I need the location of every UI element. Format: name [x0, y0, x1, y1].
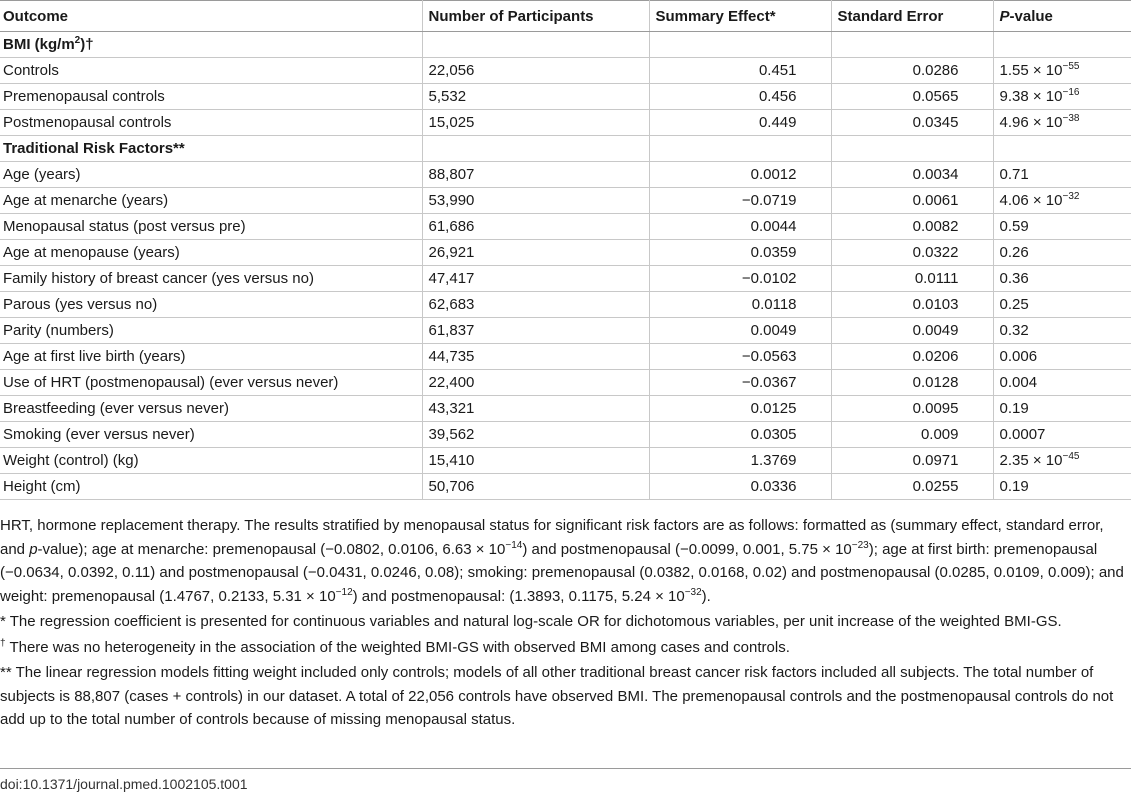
summary-effect-cell: 1.3769	[649, 448, 831, 474]
header-p-italic: P	[999, 7, 1010, 25]
footnote-text: ).	[701, 587, 711, 605]
p-value-exponent: −45	[1062, 451, 1080, 462]
empty-cell	[993, 136, 1131, 162]
p-value-cell	[993, 396, 1131, 422]
standard-error-cell: 0.0111	[831, 266, 993, 292]
outcome-cell: Weight (control) (kg)	[0, 448, 422, 474]
footnote-text: ) and postmenopausal: (1.3893, 0.1175, 5.24 × 10	[352, 587, 685, 605]
p-value-cell	[993, 162, 1131, 188]
p-value-base: 0.71	[999, 166, 1029, 183]
section-row	[0, 136, 1131, 162]
outcome-cell: Parity (numbers)	[0, 318, 422, 344]
table-footnotes	[0, 514, 1128, 732]
footnote-text: -value); age at menarche: premenopausal (−0.0802, 0.0106, 6.63 × 10	[37, 540, 506, 558]
standard-error-cell: 0.0049	[831, 318, 993, 344]
outcome-cell: Height (cm)	[0, 474, 422, 500]
footnote-exponent: −12	[335, 586, 353, 598]
p-value-cell	[993, 474, 1131, 500]
p-value-cell	[993, 266, 1131, 292]
footnote-double-star: ** The linear regression models fitting weight included only controls; models of all other traditional breast cancer risk factors included all subjects. The total number of subjects is 88,807 (cases + controls) in our dataset. A total of 22,056 controls have observed BMI. The premenopausal controls and the postmenopausal controls do not add up to the total number of controls because of missing menopausal status.	[0, 664, 1114, 728]
p-value-cell	[993, 58, 1131, 84]
table-row	[0, 84, 1131, 110]
summary-effect-cell: 0.456	[649, 84, 831, 110]
outcome-cell: Age at first live birth (years)	[0, 344, 422, 370]
standard-error-cell: 0.0345	[831, 110, 993, 136]
p-value-base: 0.36	[999, 270, 1029, 287]
p-value-cell	[993, 344, 1131, 370]
outcome-cell: Premenopausal controls	[0, 84, 422, 110]
p-value-base: 4.96 × 10	[999, 114, 1063, 131]
p-value-base: 2.35 × 10	[999, 452, 1063, 469]
outcome-cell: Postmenopausal controls	[0, 110, 422, 136]
table-body	[0, 32, 1131, 500]
outcome-cell: Menopausal status (post versus pre)	[0, 214, 422, 240]
p-value-exponent: −38	[1062, 113, 1080, 124]
empty-cell	[831, 136, 993, 162]
p-value-base: 0.0007	[999, 426, 1046, 443]
footnote-dagger	[0, 636, 1128, 660]
section-label-sup: 2	[74, 35, 81, 46]
footnote-star: * The regression coefficient is presented for continuous variables and natural log-scale OR for dichotomous variables, per unit increase of the weighted BMI-GS.	[0, 613, 1062, 630]
p-value-base: 4.06 × 10	[999, 192, 1063, 209]
header-p-value	[993, 1, 1131, 32]
table-row	[0, 188, 1131, 214]
empty-cell	[831, 32, 993, 58]
outcome-cell: Family history of breast cancer (yes versus no)	[0, 266, 422, 292]
empty-cell	[649, 136, 831, 162]
section-label	[0, 32, 422, 58]
footnote-text: HRT, hormone replacement therapy. The results stratified by menopausal status for significant risk factors are as follows: formatted as (summary effect, standard error, and	[0, 517, 1104, 558]
header-p-rest: -value	[1009, 7, 1053, 25]
table-row	[0, 422, 1131, 448]
outcome-cell: Smoking (ever versus never)	[0, 422, 422, 448]
footnote-main	[0, 514, 1128, 608]
participants-cell: 53,990	[422, 188, 649, 214]
standard-error-cell: 0.0095	[831, 396, 993, 422]
participants-cell: 50,706	[422, 474, 649, 500]
participants-cell: 5,532	[422, 84, 649, 110]
participants-cell: 62,683	[422, 292, 649, 318]
p-value-cell	[993, 292, 1131, 318]
participants-cell: 43,321	[422, 396, 649, 422]
p-value-base: 0.006	[999, 348, 1038, 365]
footer-divider	[0, 768, 1131, 769]
participants-cell: 15,410	[422, 448, 649, 474]
dagger-mark: †	[0, 637, 6, 649]
footnote-dagger-text: There was no heterogeneity in the association of the weighted BMI-GS with observed BMI among cases and controls.	[5, 638, 790, 656]
footnote-italic: p	[29, 540, 38, 558]
summary-effect-cell: 0.449	[649, 110, 831, 136]
participants-cell: 47,417	[422, 266, 649, 292]
p-value-base: 9.38 × 10	[999, 88, 1063, 105]
p-value-cell	[993, 318, 1131, 344]
table-row	[0, 292, 1131, 318]
footnote-text: ); age at first birth: premenopausal (−0.0634, 0.0392, 0.11) and postmenopausal (−0.0431, 0.0246, 0.08); smoking: premenopausal (0.0382, 0.0168, 0.02) and postmenopausal (0.0285, 0.0109, 0.009); and weight: premenopausal (1.4767, 0.2133, 5.31 × 10	[0, 540, 1124, 605]
participants-cell: 22,056	[422, 58, 649, 84]
participants-cell: 61,837	[422, 318, 649, 344]
table-row	[0, 266, 1131, 292]
summary-effect-cell: −0.0367	[649, 370, 831, 396]
table-row	[0, 448, 1131, 474]
summary-effect-cell: −0.0563	[649, 344, 831, 370]
empty-cell	[422, 32, 649, 58]
p-value-base: 1.55 × 10	[999, 62, 1063, 79]
p-value-base: 0.19	[999, 400, 1029, 417]
outcome-cell: Age at menarche (years)	[0, 188, 422, 214]
p-value-cell	[993, 188, 1131, 214]
standard-error-cell: 0.0255	[831, 474, 993, 500]
p-value-cell	[993, 84, 1131, 110]
summary-effect-cell: 0.0049	[649, 318, 831, 344]
outcome-cell: Breastfeeding (ever versus never)	[0, 396, 422, 422]
standard-error-cell: 0.0128	[831, 370, 993, 396]
standard-error-cell: 0.0286	[831, 58, 993, 84]
footnote-text: ) and postmenopausal (−0.0099, 0.001, 5.75 × 10	[522, 540, 852, 558]
table-row	[0, 318, 1131, 344]
outcome-cell: Age at menopause (years)	[0, 240, 422, 266]
empty-cell	[649, 32, 831, 58]
table-header-row	[0, 1, 1131, 32]
summary-effect-cell: 0.0118	[649, 292, 831, 318]
standard-error-cell: 0.0082	[831, 214, 993, 240]
section-label-text: BMI (kg/m	[3, 36, 75, 53]
summary-effect-cell: 0.0012	[649, 162, 831, 188]
footnote-exponent: −14	[505, 539, 523, 551]
participants-cell: 61,686	[422, 214, 649, 240]
outcome-cell: Age (years)	[0, 162, 422, 188]
p-value-cell	[993, 448, 1131, 474]
table-row	[0, 344, 1131, 370]
p-value-base: 0.25	[999, 296, 1029, 313]
participants-cell: 15,025	[422, 110, 649, 136]
participants-cell: 39,562	[422, 422, 649, 448]
outcome-cell: Use of HRT (postmenopausal) (ever versus never)	[0, 370, 422, 396]
empty-cell	[993, 32, 1131, 58]
table-row	[0, 214, 1131, 240]
standard-error-cell: 0.0565	[831, 84, 993, 110]
summary-effect-cell: 0.0125	[649, 396, 831, 422]
summary-effect-cell: 0.0359	[649, 240, 831, 266]
header-summary-effect-mark: *	[769, 7, 776, 25]
summary-effect-cell: 0.0044	[649, 214, 831, 240]
p-value-cell	[993, 370, 1131, 396]
standard-error-cell: 0.009	[831, 422, 993, 448]
participants-cell: 26,921	[422, 240, 649, 266]
summary-effect-cell: 0.0336	[649, 474, 831, 500]
table-row	[0, 162, 1131, 188]
table-row	[0, 370, 1131, 396]
header-participants: Number of Participants	[422, 1, 649, 32]
summary-effect-cell: 0.0305	[649, 422, 831, 448]
standard-error-cell: 0.0206	[831, 344, 993, 370]
table-row	[0, 110, 1131, 136]
standard-error-cell: 0.0322	[831, 240, 993, 266]
summary-effect-cell: 0.451	[649, 58, 831, 84]
section-label: Traditional Risk Factors**	[0, 136, 422, 162]
p-value-exponent: −32	[1062, 191, 1080, 202]
header-summary-effect-label: Summary Effect	[655, 7, 770, 25]
table-row	[0, 58, 1131, 84]
header-outcome: Outcome	[0, 1, 422, 32]
p-value-cell	[993, 110, 1131, 136]
p-value-base: 0.32	[999, 322, 1029, 339]
empty-cell	[422, 136, 649, 162]
participants-cell: 88,807	[422, 162, 649, 188]
section-row	[0, 32, 1131, 58]
p-value-base: 0.26	[999, 244, 1029, 261]
standard-error-cell: 0.0103	[831, 292, 993, 318]
footnote-exponent: −23	[851, 539, 869, 551]
p-value-base: 0.59	[999, 218, 1029, 235]
outcome-cell: Controls	[0, 58, 422, 84]
doi-link[interactable]: doi:10.1371/journal.pmed.1002105.t001	[0, 776, 248, 792]
p-value-exponent: −55	[1062, 61, 1080, 72]
summary-effect-cell: −0.0719	[649, 188, 831, 214]
standard-error-cell: 0.0971	[831, 448, 993, 474]
p-value-cell	[993, 422, 1131, 448]
table-row	[0, 474, 1131, 500]
p-value-exponent: −16	[1062, 87, 1080, 98]
p-value-base: 0.19	[999, 478, 1029, 495]
footnote-exponent: −32	[684, 586, 702, 598]
table-row	[0, 240, 1131, 266]
outcome-cell: Parous (yes versus no)	[0, 292, 422, 318]
p-value-cell	[993, 214, 1131, 240]
p-value-cell	[993, 240, 1131, 266]
standard-error-cell: 0.0061	[831, 188, 993, 214]
participants-cell: 22,400	[422, 370, 649, 396]
header-summary-effect	[649, 1, 831, 32]
header-standard-error: Standard Error	[831, 1, 993, 32]
p-value-base: 0.004	[999, 374, 1038, 391]
section-label-end: )†	[80, 36, 94, 53]
participants-cell: 44,735	[422, 344, 649, 370]
table-row	[0, 396, 1131, 422]
standard-error-cell: 0.0034	[831, 162, 993, 188]
summary-effect-cell: −0.0102	[649, 266, 831, 292]
